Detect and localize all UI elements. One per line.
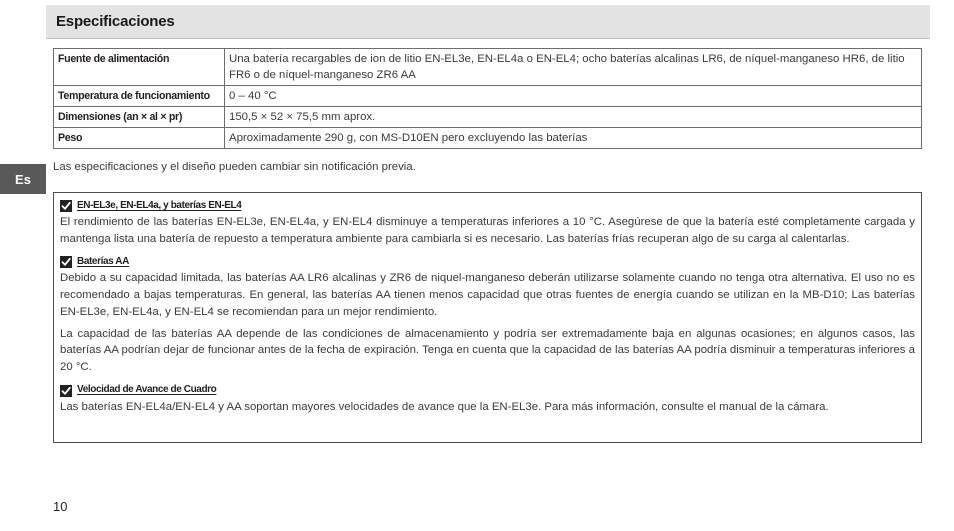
spec-label: Temperatura de funcionamiento xyxy=(54,86,225,107)
note-paragraph: Debido a su capacidad limitada, las baterías AA LR6 alcalinas y ZR6 de niquel-manganeso deberán utilizarse solamente cuando no tenga otra alternativa. El uso no es recomendado a bajas temperaturas. En general, las baterías AA tienen menos capacidad que otras fuentes de energía cuando se utilizan en la MB-D10; Las baterías EN-EL3e, EN-EL4a, y EN-EL4 se recomiendan para un mejor rendimiento. xyxy=(60,272,915,318)
note-heading xyxy=(60,254,915,270)
checkmark-icon xyxy=(60,385,72,397)
language-tab-label: Es xyxy=(15,171,31,187)
spec-value: Una batería recargables de ion de litio EN-EL3e, EN-EL4a o EN-EL4; ocho baterías alcalinas LR6, de níquel-manganeso HR6, de litio FR6 o de níquel-manganeso ZR6 AA xyxy=(225,49,922,86)
spec-label: Dimensiones (an × al × pr) xyxy=(54,107,225,128)
note-paragraph: Las baterías EN-EL4a/EN-EL4 y AA soportan mayores velocidades de avance que la EN-EL3e. Para más información, consulte el manual de la cámara. xyxy=(60,400,829,413)
table-row xyxy=(54,86,922,107)
table-row xyxy=(54,49,922,86)
note-paragraph: La capacidad de las baterías AA depende de las condiciones de almacenamiento y podría ser extremadamente baja en algunas ocasiones; en algunos casos, las baterías AA podrían dejar de funcionar antes de la fecha de expiración. Tenga en cuenta que la capacidad de las baterías AA podría disminuir a temperaturas inferiores a 20 °C. xyxy=(60,327,915,373)
note-title: Velocidad de Avance de Cuadro xyxy=(77,384,217,396)
table-row xyxy=(54,128,922,149)
spec-value: Aproximadamente 290 g, con MS-D10EN pero excluyendo las baterías xyxy=(225,128,922,149)
note-title: EN-EL3e, EN-EL4a, y baterías EN-EL4 xyxy=(77,199,242,211)
note-heading xyxy=(60,198,915,214)
section-header xyxy=(46,5,930,39)
note-paragraph: El rendimiento de las baterías EN-EL3e, EN-EL4a, y EN-EL4 disminuye a temperaturas inferiores a 10 °C. Asegúrese de que la batería esté completamente cargada y mantenga lista una batería de repuesto a temperatura ambiente para cambiarla si es necesario. Las baterías frías recuperan algo de su carga al calentarlas. xyxy=(60,216,915,245)
specifications-table xyxy=(53,48,922,149)
checkmark-icon xyxy=(60,256,72,268)
table-row xyxy=(54,107,922,128)
note-title: Baterías AA xyxy=(77,256,129,268)
note-heading xyxy=(60,383,915,399)
spec-value: 150,5 × 52 × 75,5 mm aprox. xyxy=(225,107,922,128)
checkmark-icon xyxy=(60,200,72,212)
page-number: 10 xyxy=(53,499,68,514)
spec-value: 0 – 40 °C xyxy=(225,86,922,107)
language-tab xyxy=(0,164,46,194)
disclaimer-text: Las especificaciones y el diseño pueden cambiar sin notificación previa. xyxy=(53,161,416,173)
spec-label: Fuente de alimentación xyxy=(54,49,225,86)
page-title: Especificaciones xyxy=(56,13,175,30)
spec-label: Peso xyxy=(54,128,225,149)
notes-box xyxy=(53,192,922,443)
